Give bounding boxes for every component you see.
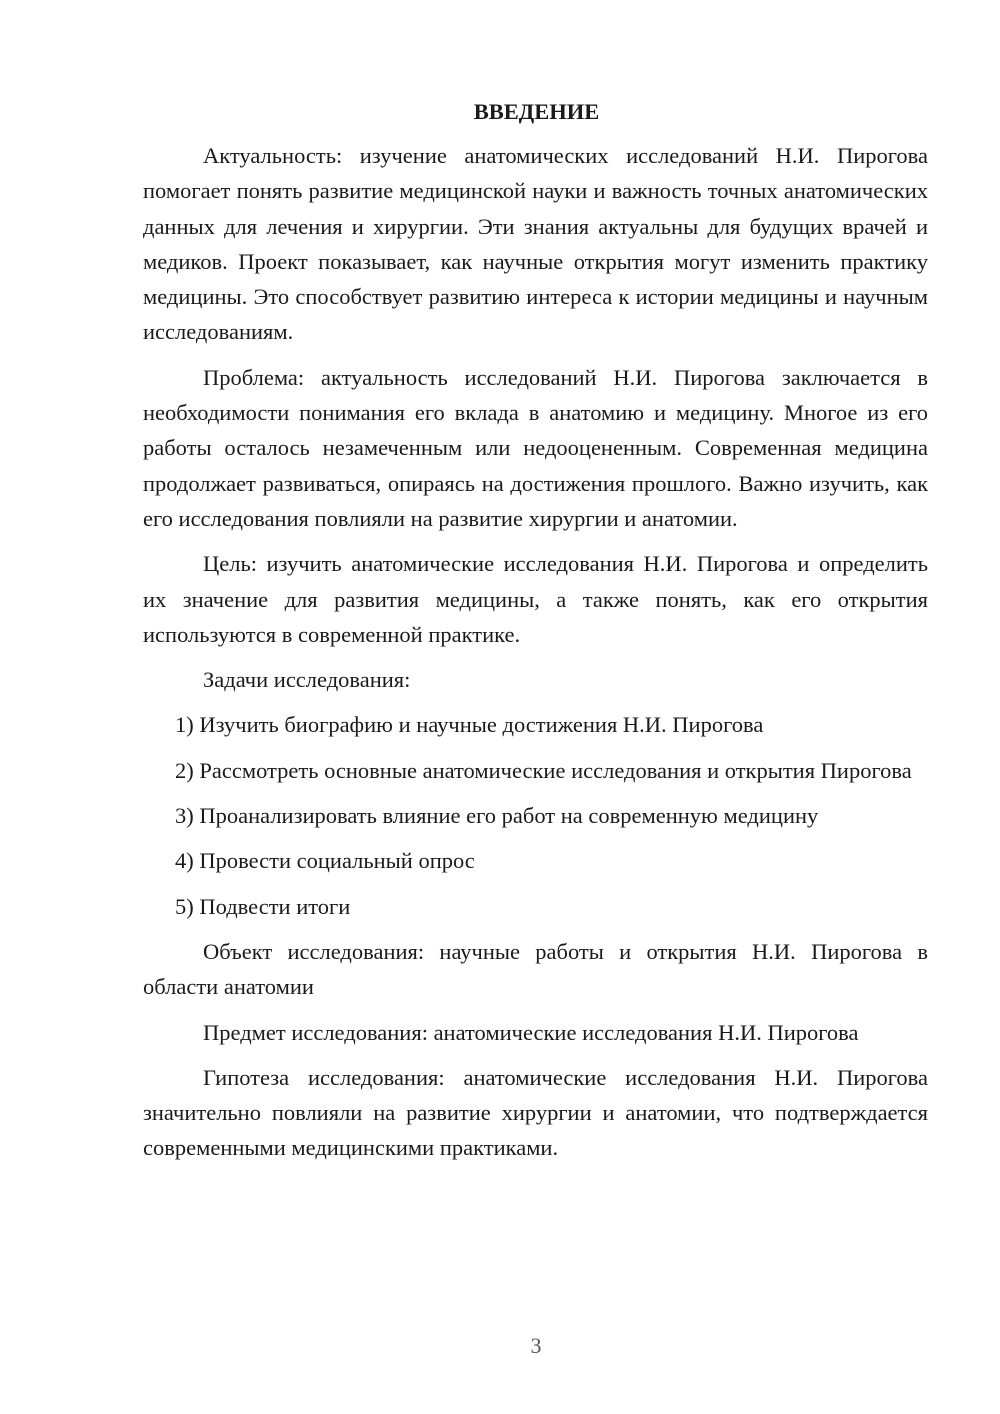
task-item: 3) Проанализировать влияние его работ на современную медицину [175, 803, 819, 829]
relevance-paragraph: Актуальность: изучение анатомических исследований Н.И. Пирогова помогает понять развитие медицинской науки и важность точных анатомических данных для лечения и хирургии. Эти знания актуальны для будущих врачей и медиков. Проект показывает, как научные открытия могут изменить практику медицины. Это способствует развитию интереса к истории медицины и научным исследованиям. [143, 143, 928, 345]
goal-paragraph: Цель: изучить анатомические исследования Н.И. Пирогова и определить их значение для развития медицины, а также понять, как его открытия используются в современной практике. [143, 551, 928, 647]
task-item: 1) Изучить биографию и научные достижения Н.И. Пирогова [175, 712, 764, 738]
problem-paragraph: Проблема: актуальность исследований Н.И. Пирогова заключается в необходимости понимания его вклада в анатомию и медицину. Многое из его работы осталось незамеченным или недооцененным. Современная медицина продолжает развиваться, опираясь на достижения прошлого. Важно изучить, как его исследования повлияли на развитие хирургии и анатомии. [143, 364, 928, 531]
subject-paragraph: Предмет исследования: анатомические исследования Н.И. Пирогова [203, 1019, 859, 1045]
hypothesis-paragraph: Гипотеза исследования: анатомические исследования Н.И. Пирогова значительно повлияли на развитие хирургии и анатомии, что подтверждается современными медицинскими практиками. [143, 1064, 928, 1161]
task-item: 5) Подвести итоги [175, 893, 351, 919]
tasks-list [143, 707, 928, 923]
task-item: 4) Провести социальный опрос [175, 848, 475, 874]
task-item: 2) Рассмотреть основные анатомические исследования и открытия Пирогова [175, 757, 912, 783]
section-title: ВВЕДЕНИЕ [473, 99, 600, 124]
object-paragraph: Объект исследования: научные работы и открытия Н.И. Пирогова в области анатомии [143, 938, 928, 1000]
tasks-heading: Задачи исследования: [203, 667, 411, 693]
page-number: 3 [530, 1333, 542, 1358]
document-page [143, 96, 928, 1176]
